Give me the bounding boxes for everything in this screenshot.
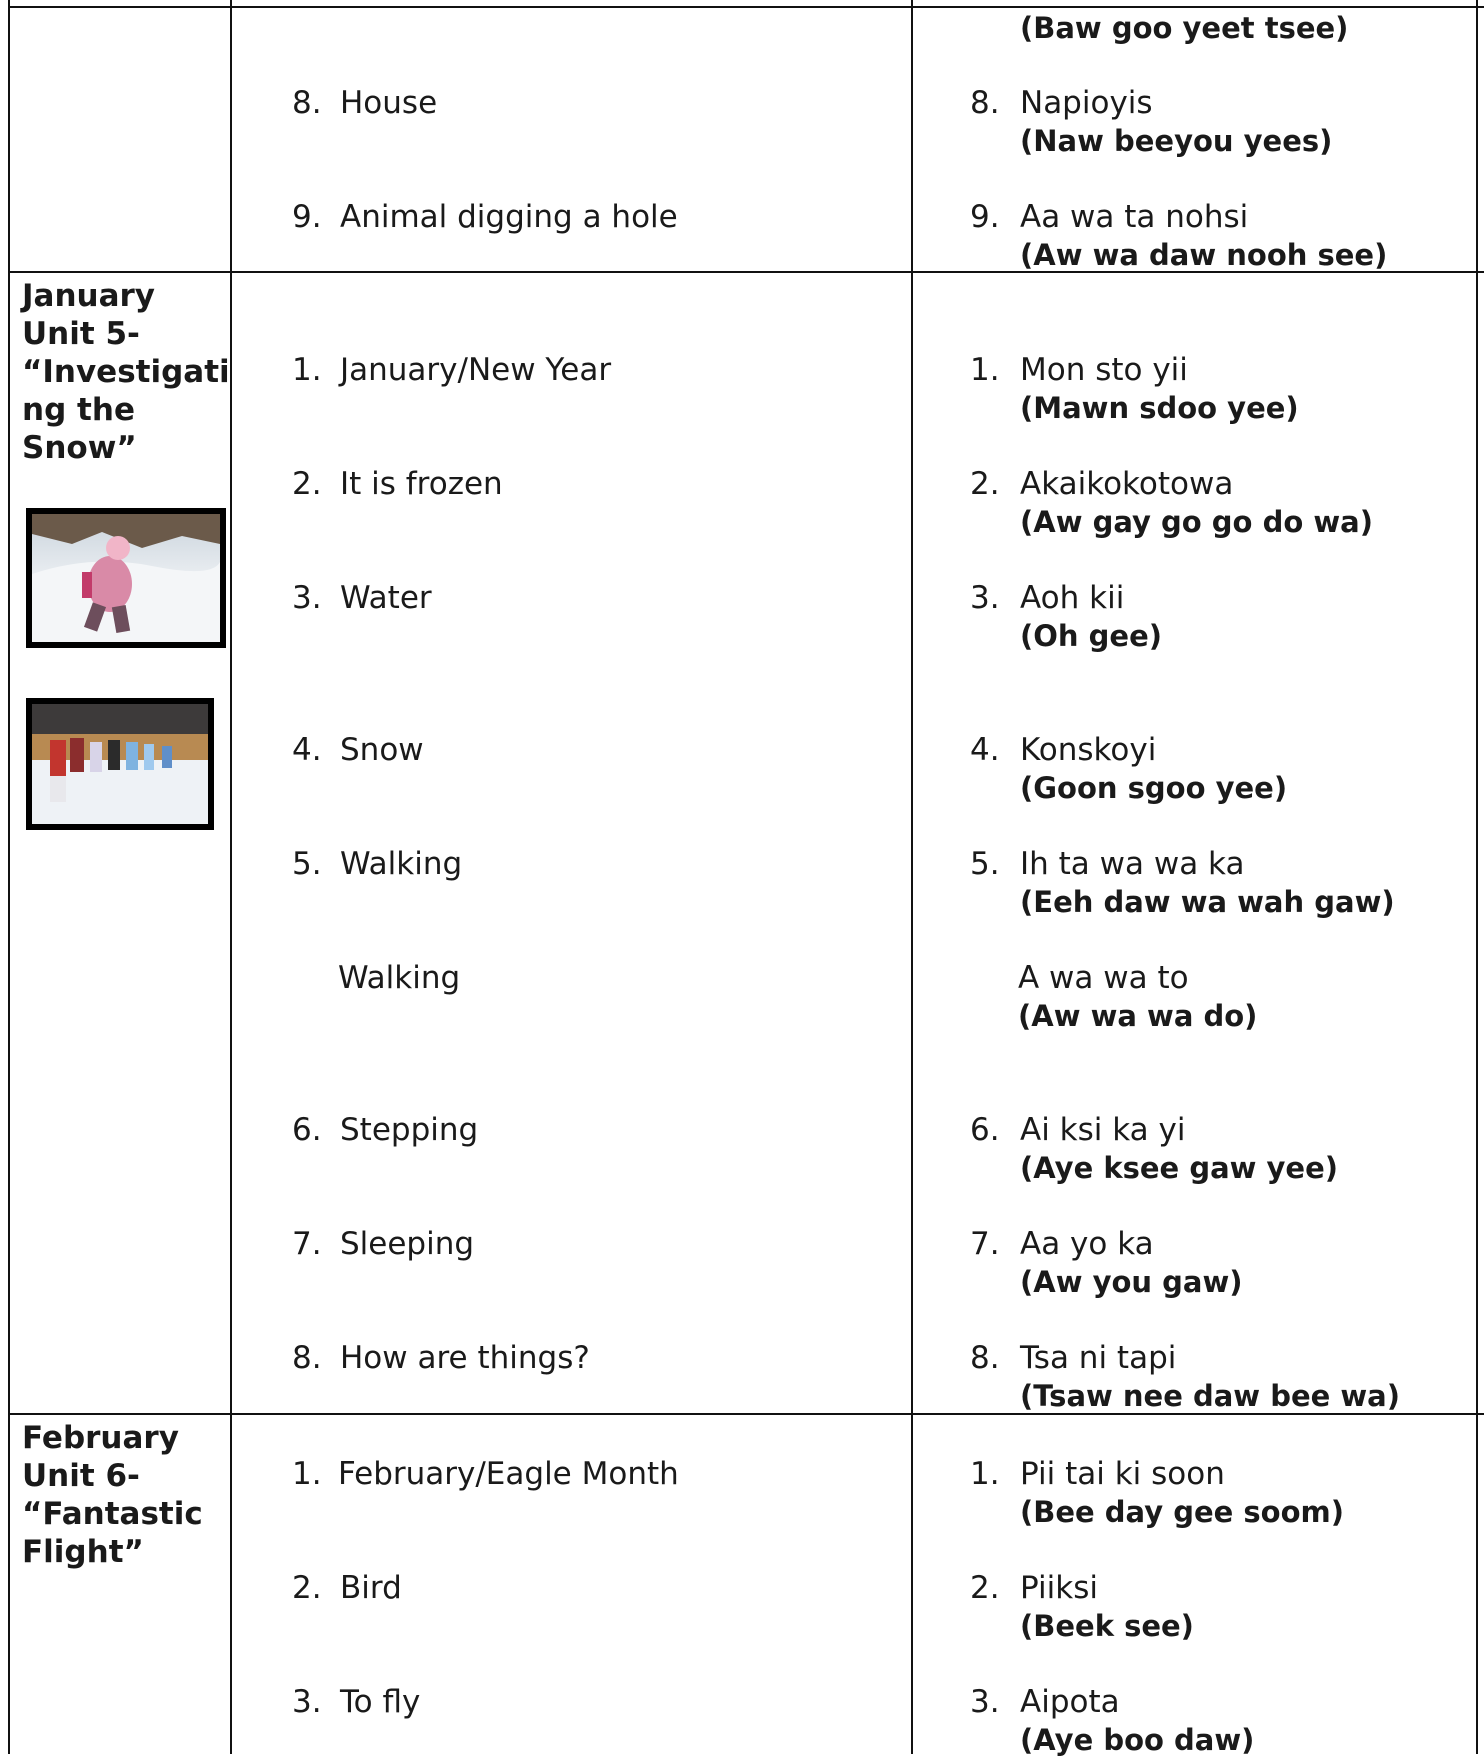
blackfoot-word: Konskoyi xyxy=(1020,732,1157,768)
table-border-left xyxy=(8,0,10,1754)
blackfoot-word: Pii tai ki soon xyxy=(1020,1456,1225,1492)
english-word: Bird xyxy=(340,1570,402,1606)
pronunciation: (Aye boo daw) xyxy=(1020,1723,1255,1757)
pronunciation: (Baw goo yeet tsee) xyxy=(1020,11,1349,45)
english-word: January/New Year xyxy=(340,352,612,388)
item-number: 4. xyxy=(292,732,322,768)
pronunciation: (Mawn sdoo yee) xyxy=(1020,391,1299,425)
item-number: 3. xyxy=(970,580,1000,616)
blackfoot-word: Napioyis xyxy=(1020,85,1153,121)
english-word: Water xyxy=(340,580,432,616)
item-number: 7. xyxy=(970,1226,1000,1262)
english-word: Walking xyxy=(340,846,463,882)
blackfoot-word: Piiksi xyxy=(1020,1570,1098,1606)
pronunciation: (Aw you gaw) xyxy=(1020,1265,1243,1299)
item-number: 2. xyxy=(292,1570,322,1606)
english-word: Stepping xyxy=(340,1112,479,1148)
pronunciation: (Aye ksee gaw yee) xyxy=(1020,1151,1339,1185)
column-divider-1 xyxy=(230,0,232,1754)
english-word: It is frozen xyxy=(340,466,503,502)
item-number: 1. xyxy=(292,1456,322,1492)
blackfoot-word: Ih ta wa wa ka xyxy=(1020,846,1245,882)
blackfoot-word: Akaikokotowa xyxy=(1020,466,1234,502)
pronunciation: (Aw wa daw nooh see) xyxy=(1020,238,1388,272)
english-word: Snow xyxy=(340,732,424,768)
table-border-top xyxy=(8,6,1484,8)
item-number: 9. xyxy=(292,199,322,235)
item-number: 2. xyxy=(292,466,322,502)
item-number: 6. xyxy=(292,1112,322,1148)
item-number: 1. xyxy=(970,1456,1000,1492)
pronunciation: (Oh gee) xyxy=(1020,619,1162,653)
item-number: 8. xyxy=(970,85,1000,121)
item-number: 8. xyxy=(292,85,322,121)
blackfoot-word: A wa wa to xyxy=(1018,960,1189,996)
unit-title-february: February Unit 6- “Fantastic Flight” xyxy=(22,1420,203,1570)
blackfoot-word: Tsa ni tapi xyxy=(1020,1340,1177,1376)
item-number: 5. xyxy=(970,846,1000,882)
unit-title-january: January Unit 5- “Investigati ng the Snow” xyxy=(22,278,230,466)
blackfoot-word: Ai ksi ka yi xyxy=(1020,1112,1186,1148)
item-number: 1. xyxy=(970,352,1000,388)
item-number: 3. xyxy=(970,1684,1000,1720)
item-number: 8. xyxy=(292,1340,322,1376)
english-word: How are things? xyxy=(340,1340,590,1376)
pronunciation: (Aw gay go go do wa) xyxy=(1020,505,1373,539)
english-word: Walking xyxy=(338,960,461,996)
pronunciation: (Naw beeyou yees) xyxy=(1020,124,1333,158)
item-number: 8. xyxy=(970,1340,1000,1376)
item-number: 3. xyxy=(292,580,322,616)
item-number: 9. xyxy=(970,199,1000,235)
item-number: 5. xyxy=(292,846,322,882)
item-number: 2. xyxy=(970,466,1000,502)
item-number: 1. xyxy=(292,352,322,388)
pronunciation: (Bee day gee soom) xyxy=(1020,1495,1344,1529)
blackfoot-word: Aoh kii xyxy=(1020,580,1125,616)
english-word: February/Eagle Month xyxy=(338,1456,679,1492)
english-word: Sleeping xyxy=(340,1226,475,1262)
item-number: 2. xyxy=(970,1570,1000,1606)
item-number: 6. xyxy=(970,1112,1000,1148)
pronunciation: (Goon sgoo yee) xyxy=(1020,771,1288,805)
pronunciation: (Eeh daw wa wah gaw) xyxy=(1020,885,1395,919)
photo-child-walking-in-snow xyxy=(26,508,226,648)
blackfoot-word: Aipota xyxy=(1020,1684,1120,1720)
pronunciation: (Tsaw nee daw bee wa) xyxy=(1020,1379,1401,1413)
blackfoot-word: Mon sto yii xyxy=(1020,352,1188,388)
english-word: House xyxy=(340,85,438,121)
english-word: To fly xyxy=(340,1684,421,1720)
item-number: 3. xyxy=(292,1684,322,1720)
english-word: Animal digging a hole xyxy=(340,199,678,235)
photo-children-snowshoeing xyxy=(26,698,214,830)
blackfoot-word: Aa wa ta nohsi xyxy=(1020,199,1249,235)
pronunciation: (Beek see) xyxy=(1020,1609,1194,1643)
item-number: 7. xyxy=(292,1226,322,1262)
pronunciation: (Aw wa wa do) xyxy=(1018,999,1258,1033)
blackfoot-word: Aa yo ka xyxy=(1020,1226,1154,1262)
column-divider-2 xyxy=(911,0,913,1754)
item-number: 4. xyxy=(970,732,1000,768)
table-border-right xyxy=(1476,0,1478,1754)
